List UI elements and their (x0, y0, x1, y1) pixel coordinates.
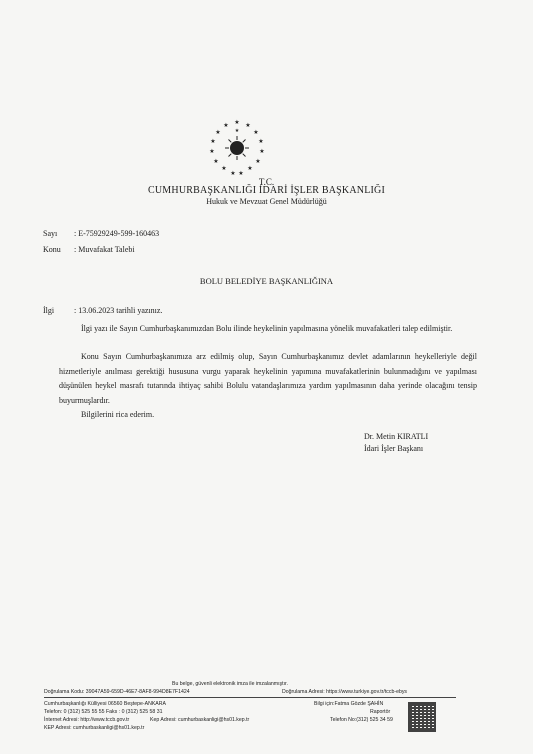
svg-text:★: ★ (234, 120, 240, 126)
dogrulama-kodu: Doğrulama Kodu: 39047A59-659D-46E7-8AF8-994D8E7F1424 (44, 689, 190, 695)
svg-text:★: ★ (213, 159, 219, 165)
footer-telefon-no: Telefon No:(312) 525 34 59 (330, 717, 393, 723)
esign-note: Bu belge, güvenli elektronik imza ile imzalanmıştır. (172, 681, 288, 687)
footer-role: Raportör (370, 709, 391, 715)
svg-text:★: ★ (223, 123, 229, 129)
body-paragraph-2: Konu Sayın Cumhurbaşkanımıza arz edilmiş olup, Sayın Cumhurbaşkanımız devlet adamlarının heykelleriyle değil hizmetleriyle anılması gerektiği hususuna vurgu yaparak heykelinin yapımına muvafakatlerinin bulunmadığını ve yapılması düşünülen heykel masrafı tutarında ihtiyaç sahibi Bolulu vatandaşlarımıza yardım yapılmasının daha yerinde olacağını tensip buyurmuşlardır. (59, 352, 477, 405)
signatory-title: İdari İşler Başkanı (364, 444, 424, 453)
svg-text:★: ★ (215, 130, 221, 136)
footer-kep: KEP Adresi: cumhurbaskanligi@hs01.kep.tr (44, 725, 145, 731)
svg-text:★: ★ (255, 159, 261, 165)
body-paragraph-1: İlgi yazı ile Sayın Cumhurbaşkanımızdan Bolu ilinde heykelinin yapılmasına yönelik muvafakatleri talep edilmiştir. (81, 324, 453, 333)
konu-label: Konu (43, 245, 61, 254)
addressee: BOLU BELEDİYE BAŞKANLIĞINA (199, 276, 334, 286)
signatory-name: Dr. Metin KIRATLI (364, 432, 429, 441)
footer-kep-adres: Kep Adresi: cumhurbaskanligi@hs01.kep.tr (150, 717, 250, 723)
svg-text:★: ★ (245, 123, 251, 129)
sayi-label: Sayı (43, 229, 58, 238)
header-department: Hukuk ve Mevzuat Genel Müdürlüğü (206, 197, 327, 206)
dogrulama-adresi: Doğrulama Adresi: https://www.turkiye.gov.tr/tccb-ebys (282, 689, 408, 695)
svg-text:★: ★ (230, 171, 236, 177)
svg-text:★: ★ (247, 166, 253, 172)
ilgi-value: : 13.06.2023 tarihli yazınız. (74, 306, 163, 315)
svg-text:★: ★ (253, 130, 259, 136)
svg-text:★: ★ (259, 149, 265, 155)
svg-text:★: ★ (209, 149, 215, 155)
footer-divider (44, 697, 456, 698)
footer-internet: İnternet Adresi: http://www.tccb.gov.tr (44, 717, 130, 723)
svg-text:★: ★ (210, 139, 216, 145)
body-paragraph-3: Bilgilerini rica ederim. (81, 410, 155, 419)
svg-text:★: ★ (238, 171, 244, 177)
footer-bilgi: Bilgi için:Fatma Gözde ŞAHİN (314, 701, 384, 707)
footer-address: Cumhurbaşkanlığı Külliyesi 06560 Beştepe-ANKARA (44, 701, 166, 707)
svg-text:★: ★ (258, 139, 264, 145)
header-organization: CUMHURBAŞKANLIĞI İDARİ İŞLER BAŞKANLIĞI (148, 185, 385, 196)
svg-text:★: ★ (221, 166, 227, 172)
sayi-value: : E-75929249-599-160463 (74, 229, 160, 238)
ilgi-label: İlgi (43, 306, 55, 315)
svg-text:★: ★ (234, 129, 240, 134)
footer-phone: Telefon: 0 (312) 525 55 55 Faks : 0 (312) 525 58 31 (44, 709, 163, 715)
presidential-emblem-icon (205, 118, 269, 178)
qr-code-icon (408, 702, 436, 732)
header-tc: T.C. (258, 177, 275, 187)
konu-value: : Muvafakat Talebi (74, 245, 135, 254)
